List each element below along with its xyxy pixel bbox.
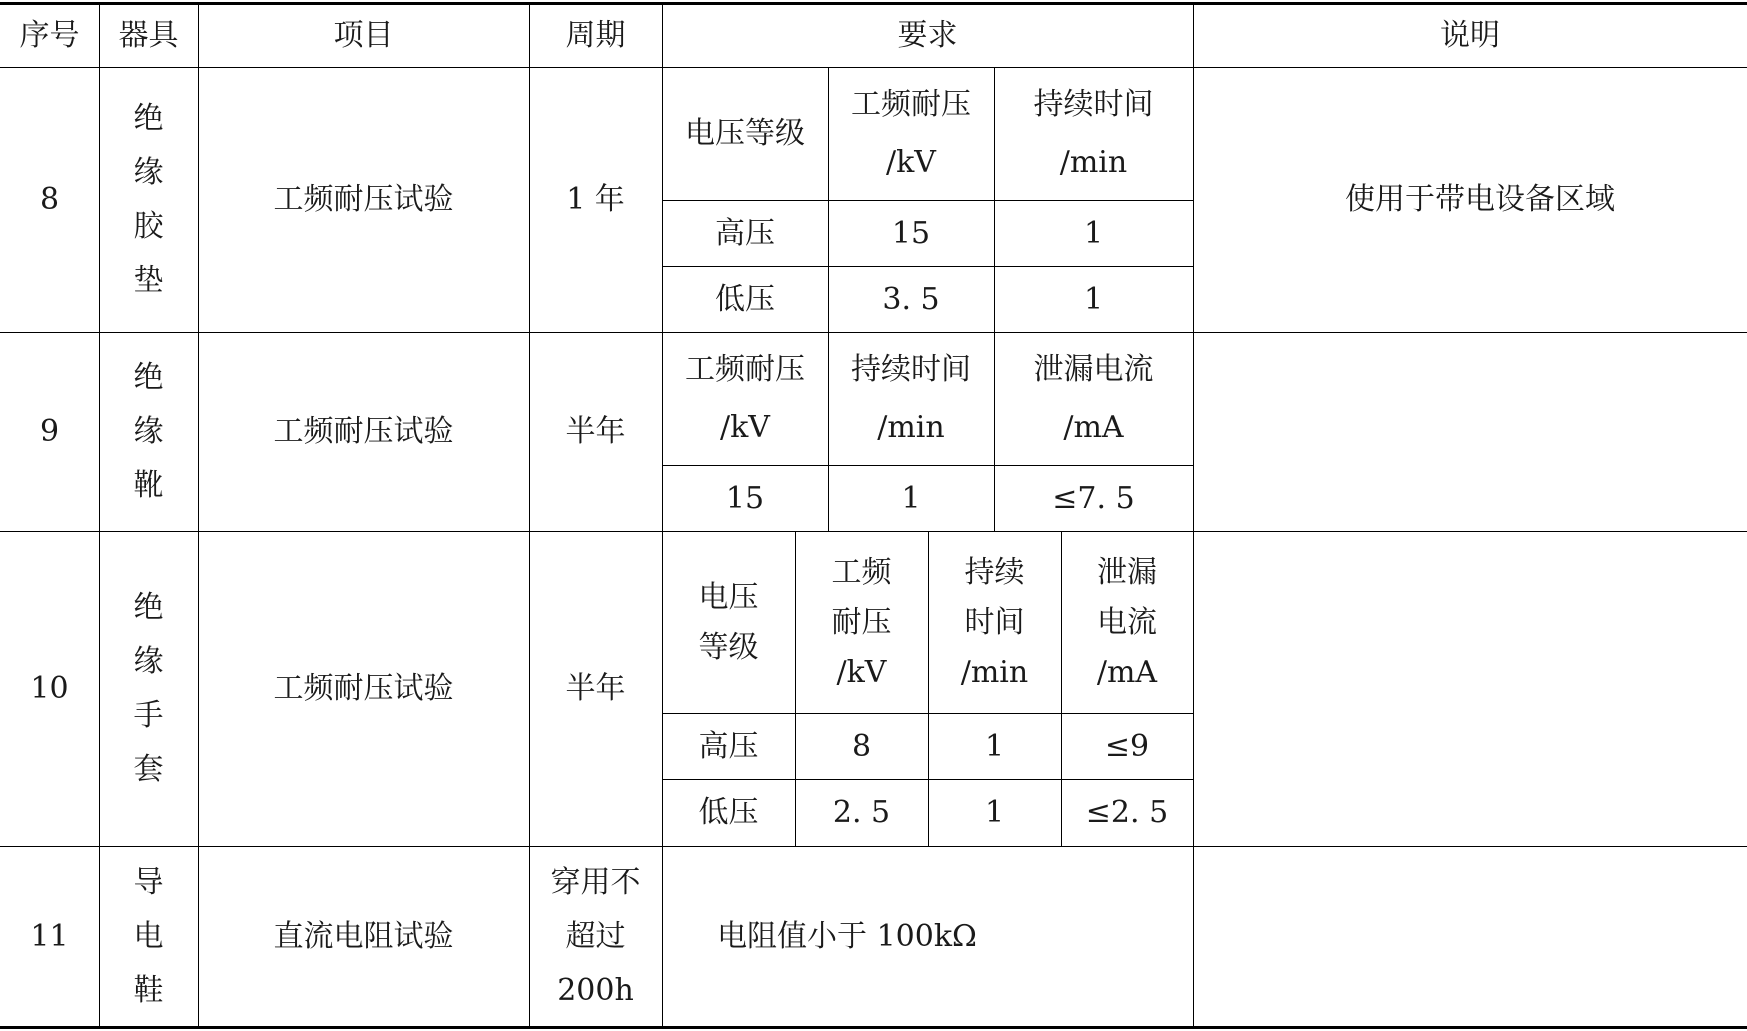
- row8-sub-header-2: [828, 68, 994, 200]
- row10-item: 工频耐压试验: [273, 671, 454, 706]
- row10-tool: [99, 532, 198, 846]
- row8-tool: [99, 68, 198, 332]
- row11-note: [1193, 847, 1747, 1026]
- row8-r2-c2: 3. 5: [882, 281, 940, 317]
- header-requirement: 要求: [897, 17, 958, 53]
- tool-char: 手: [133, 698, 164, 733]
- row10-r1-c1: 高压: [698, 728, 759, 764]
- row9-r1-c1: 15: [725, 480, 765, 516]
- header-unit: /mA: [1063, 410, 1124, 445]
- header-line: 持续: [964, 554, 1025, 590]
- row8-item: 工频耐压试验: [273, 182, 454, 217]
- header-unit: /kV: [886, 145, 936, 180]
- header-unit: /mA: [1096, 654, 1158, 690]
- tool-char: 缘: [133, 414, 164, 449]
- tool-char: 靴: [133, 468, 164, 503]
- header-line: 泄漏: [1097, 554, 1157, 590]
- tool-char: 鞋: [133, 972, 164, 1008]
- row8-r1-c1: 高压: [715, 215, 775, 251]
- header-line: 电压: [698, 579, 759, 615]
- row9-note: [1193, 333, 1747, 531]
- header-line: 电流: [1097, 604, 1157, 640]
- row11-tool: [99, 847, 198, 1026]
- header-unit: /min: [877, 410, 945, 445]
- period-line: 超过: [565, 918, 626, 954]
- row8-seq: 8: [39, 182, 60, 217]
- row10-r1-c4: ≤9: [1104, 728, 1150, 764]
- header-line: 泄漏电流: [1033, 352, 1154, 387]
- row8-r1-c2: 15: [891, 215, 931, 251]
- tool-char: 导: [133, 864, 164, 900]
- row9-sub-header-3: [994, 333, 1193, 465]
- row10-note: [1193, 532, 1747, 846]
- table-bottom-rule: [0, 1026, 1747, 1029]
- header-tool: 器具: [118, 17, 179, 53]
- row8-r1-c3: 1: [1083, 215, 1104, 251]
- header-line: 耐压: [831, 604, 892, 640]
- header-line: 等级: [698, 629, 759, 665]
- row8-sub-header-3: [994, 68, 1193, 200]
- header-line: 持续时间: [1033, 87, 1154, 122]
- row10-sub-header-1: [662, 532, 795, 713]
- tool-char: 缘: [133, 644, 164, 679]
- row10-r1-c2: 8: [851, 728, 872, 764]
- row9-sub-header-2: [828, 333, 994, 465]
- row10-r2-c1: 低压: [698, 795, 759, 830]
- header-line: 工频耐压: [685, 352, 805, 387]
- row8-sub-header-1: 电压等级: [685, 116, 805, 151]
- row10-r2-c2: 2. 5: [832, 795, 891, 830]
- header-line: 工频: [831, 554, 892, 590]
- tool-char: 套: [133, 752, 164, 787]
- row10-r2-c4: ≤2. 5: [1085, 795, 1169, 830]
- row11-requirement: 电阻值小于 100kΩ: [717, 918, 977, 954]
- row9-sub-header-1: [662, 333, 828, 465]
- tool-char: 垫: [133, 263, 164, 298]
- row10-sub-header-4: [1061, 532, 1193, 713]
- row10-sub-header-3: [928, 532, 1061, 713]
- tool-char: 绝: [133, 590, 164, 625]
- header-line: 工频耐压: [851, 87, 971, 122]
- row9-item: 工频耐压试验: [273, 414, 454, 449]
- tool-char: 胶: [133, 209, 164, 244]
- header-note: 说明: [1440, 17, 1500, 53]
- header-unit: /kV: [836, 654, 887, 690]
- row8-note: 使用于带电设备区域: [1345, 182, 1615, 217]
- row11-seq: 11: [30, 918, 69, 954]
- header-unit: /kV: [720, 410, 770, 445]
- row10-r2-c3: 1: [984, 795, 1005, 830]
- row8-period: 1 年: [566, 182, 625, 217]
- row9-r1-c2: 1: [901, 480, 921, 516]
- header-unit: /min: [1059, 145, 1128, 180]
- row9-period: 半年: [565, 414, 626, 449]
- row8-r2-c1: 低压: [715, 281, 775, 317]
- tool-char: 绝: [133, 360, 164, 395]
- row8-r2-c3: 1: [1083, 281, 1104, 317]
- period-line: 穿用不: [550, 864, 641, 900]
- tool-char: 电: [133, 918, 164, 954]
- row10-seq: 10: [30, 671, 69, 706]
- row10-r1-c3: 1: [984, 728, 1005, 764]
- header-line: 时间: [964, 604, 1025, 640]
- period-line: 200h: [557, 972, 634, 1008]
- header-item: 项目: [333, 17, 394, 53]
- header-period: 周期: [565, 17, 626, 53]
- row9-seq: 9: [39, 414, 60, 449]
- row9-r1-c3: ≤7. 5: [1052, 480, 1135, 516]
- row10-sub-header-2: [795, 532, 928, 713]
- row10-period: 半年: [565, 671, 626, 706]
- tool-char: 缘: [133, 155, 164, 190]
- header-line: 持续时间: [851, 352, 971, 387]
- tool-char: 绝: [133, 101, 164, 136]
- header-seq: 序号: [19, 17, 80, 53]
- header-unit: /min: [960, 654, 1029, 690]
- row9-tool: [99, 333, 198, 531]
- row11-period: [529, 847, 662, 1026]
- row11-item: 直流电阻试验: [273, 918, 454, 954]
